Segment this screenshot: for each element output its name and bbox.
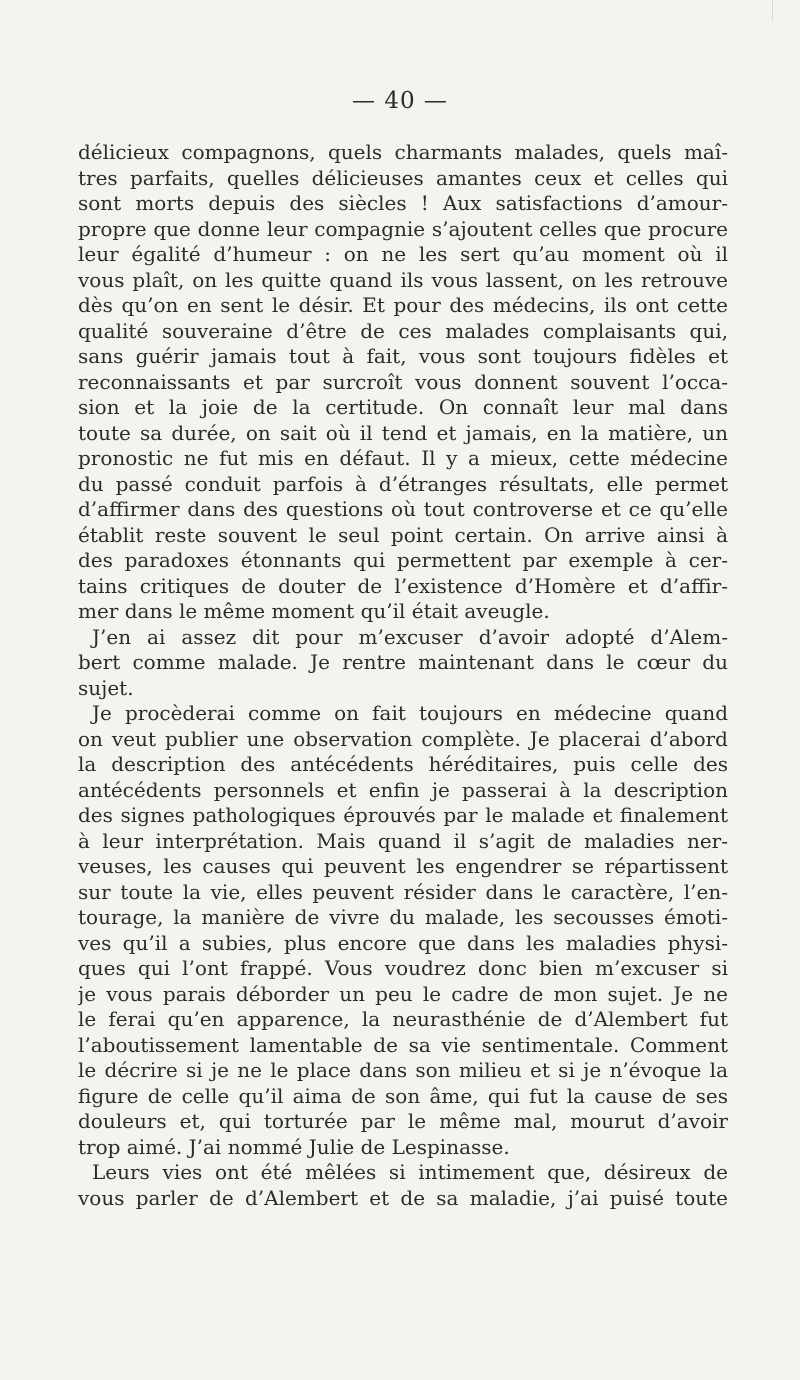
text-line: d’affirmer dans des questions où tout controverse et ce qu’elle	[78, 497, 728, 521]
text-line: Je procèderai comme on fait toujours en médecine quand	[92, 701, 728, 725]
text-line: à leur interprétation. Mais quand il s’agit de maladies ner-	[78, 828, 728, 853]
text-line: douleurs et, qui torturée par le même mal, mourut d’avoir	[78, 1109, 728, 1133]
text-line: délicieux compagnons, quels charmants malades, quels maî-	[78, 140, 728, 164]
page-edge-mark	[772, 0, 773, 20]
text-line: tains critiques de douter de l’existence d’Homère et d’affir-	[78, 573, 728, 598]
text-line: vous parler de d’Alembert et de sa maladie, j’ai puisé toute	[78, 1185, 728, 1210]
text-line: trop aimé. J’ai nommé Julie de Lespinasse.	[78, 1134, 510, 1159]
text-line: Leurs vies ont été mêlées si intimement que, désireux de	[92, 1160, 728, 1184]
text-line: sans guérir jamais tout à fait, vous sont toujours fidèles et	[78, 344, 728, 368]
text-line: ques qui l’ont frappé. Vous voudrez donc bien m’excuser si	[78, 956, 728, 980]
text-line: tres parfaits, quelles délicieuses amantes ceux et celles qui	[78, 165, 728, 190]
text-line: veuses, les causes qui peuvent les engendrer se répartissent	[78, 854, 728, 878]
body-text	[78, 140, 728, 1211]
text-line: l’aboutissement lamentable de sa vie sentimentale. Comment	[78, 1032, 728, 1057]
text-line: le ferai qu’en apparence, la neurasthénie de d’Alembert fut	[78, 1007, 728, 1031]
text-line: on veut publier une observation complète. Je placerai d’abord	[78, 726, 728, 751]
text-line: reconnaissants et par surcroît vous donnent souvent l’occa-	[78, 369, 728, 394]
text-line: des signes pathologiques éprouvés par le malade et finalement	[78, 803, 728, 827]
text-line: sujet.	[78, 675, 134, 700]
text-line: antécédents personnels et enfin je passerai à la description	[78, 777, 728, 802]
text-line: toute sa durée, on sait où il tend et jamais, en la matière, un	[78, 420, 728, 445]
text-line: du passé conduit parfois à d’étranges résultats, elle permet	[78, 471, 728, 496]
text-line: qualité souveraine d’être de ces malades complaisants qui,	[78, 318, 728, 343]
text-line: leur égalité d’humeur : on ne les sert qu’au moment où il	[78, 242, 728, 266]
page-number: — 40 —	[352, 88, 448, 114]
text-line: sont morts depuis des siècles ! Aux satisfactions d’amour-	[78, 191, 728, 215]
text-line: vous plaît, on les quitte quand ils vous lassent, on les retrouve	[78, 267, 728, 292]
text-line: mer dans le même moment qu’il était aveugle.	[78, 599, 550, 623]
text-line: je vous parais déborder un peu le cadre de mon sujet. Je ne	[78, 981, 728, 1006]
text-line: figure de celle qu’il aima de son âme, qui fut la cause de ses	[78, 1083, 728, 1108]
text-line: J’en ai assez dit pour m’excuser d’avoir adopté d’Alem-	[92, 624, 728, 649]
text-line: sur toute la vie, elles peuvent résider dans le caractère, l’en-	[78, 879, 728, 904]
text-line: tourage, la manière de vivre du malade, les secousses émoti-	[78, 905, 728, 929]
text-line: des paradoxes étonnants qui permettent par exemple à cer-	[78, 548, 728, 572]
text-line: sion et la joie de la certitude. On connaît leur mal dans	[78, 395, 728, 419]
text-line: propre que donne leur compagnie s’ajoutent celles que procure	[78, 216, 728, 241]
text-line: établit reste souvent le seul point certain. On arrive ainsi à	[78, 522, 728, 547]
text-line: dès qu’on en sent le désir. Et pour des médecins, ils ont cette	[78, 293, 728, 317]
text-line: bert comme malade. Je rentre maintenant dans le cœur du	[78, 650, 728, 674]
text-line: la description des antécédents héréditaires, puis celle des	[78, 752, 728, 776]
text-line: pronostic ne fut mis en défaut. Il y a mieux, cette médecine	[78, 446, 728, 470]
text-line: ves qu’il a subies, plus encore que dans les maladies physi-	[78, 930, 728, 955]
text-line: le décrire si je ne le place dans son milieu et si je n’évoque la	[78, 1058, 728, 1082]
